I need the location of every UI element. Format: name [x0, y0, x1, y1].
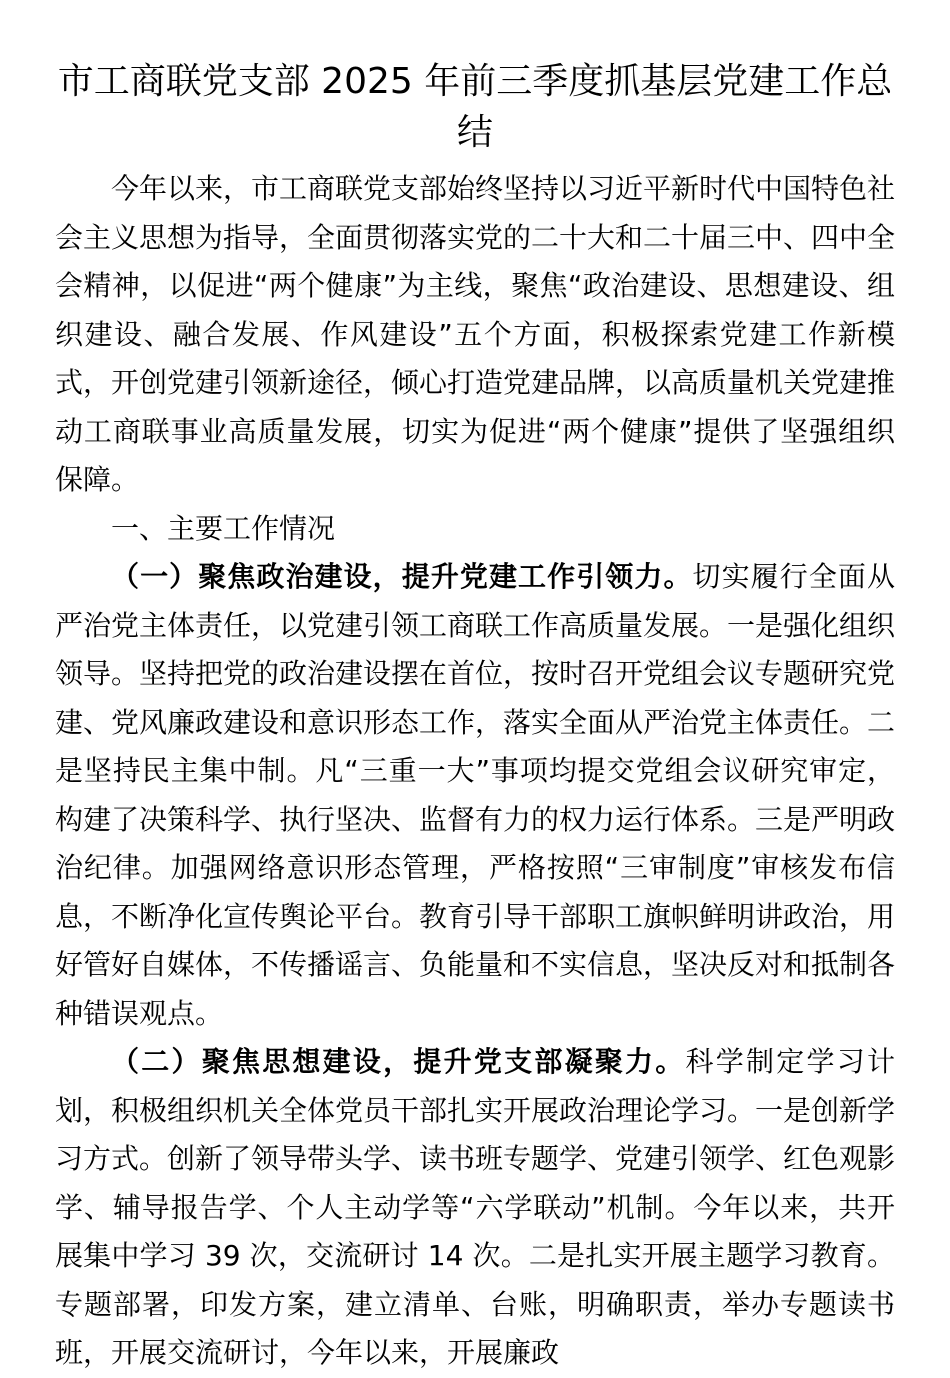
paragraph-text: 今年以来，市工商联党支部始终坚持以习近平新时代中国特色社会主义思想为指导，全面贯彻落实党的二十大和二十届三中、四中全会精神，以促进“两个健康”为主线，聚焦“政治建设、思想建设、组织建设、融合发展、作风建设”五个方面，积极探索党建工作新模式，开创党建引领新途径，倾心打造党建品牌，以高质量机关党建推动工商联事业高质量发展，切实为促进“两个健康”提供了坚强组织保障。 [55, 172, 896, 496]
paragraph [55, 1038, 895, 1378]
paragraph-text: 切实履行全面从严治党主体责任，以党建引领工商联工作高质量发展。一是强化组织领导。坚持把党的政治建设摆在首位，按时召开党组会议专题研究党建、党风廉政建设和意识形态工作，落实全面从严治党主体责任。二是坚持民主集中制。凡“三重一大”事项均提交党组会议研究审定，构建了决策科学、执行坚决、监督有力的权力运行体系。三是严明政治纪律。加强网络意识形态管理，严格按照“三审制度”审核发布信息，不断净化宣传舆论平台。教育引导干部职工旗帜鲜明讲政治，用好管好自媒体，不传播谣言、负能量和不实信息，坚决反对和抵制各种错误观点。 [55, 560, 896, 1030]
paragraph-text: 一、主要工作情况 [111, 511, 336, 545]
paragraph [55, 165, 895, 505]
section-heading [55, 505, 895, 554]
paragraph-text: 科学制定学习计划，积极组织机关全体党员干部扎实开展政治理论学习。一是创新学习方式。创新了领导带头学、读书班专题学、党建引领学、红色观影学、辅导报告学、个人主动学等“六学联动”机制。今年以来，共开展集中学习 39 次，交流研讨 14 次。二是扎实开展主题学习教育。专题部署，印发方案，建立清单、台账，明确职责，举办专题读书班，开展交流研讨，今年以来，开展廉政 [55, 1045, 896, 1369]
paragraph-emphasis: （二）聚焦思想建设，提升党支部凝聚力。 [111, 1045, 686, 1078]
document-body [55, 165, 895, 1378]
document-title: 市工商联党支部 2025 年前三季度抓基层党建工作总结 [57, 61, 893, 153]
paragraph [55, 553, 895, 1038]
paragraph-emphasis: （一）聚焦政治建设，提升党建工作引领力。 [111, 560, 693, 593]
